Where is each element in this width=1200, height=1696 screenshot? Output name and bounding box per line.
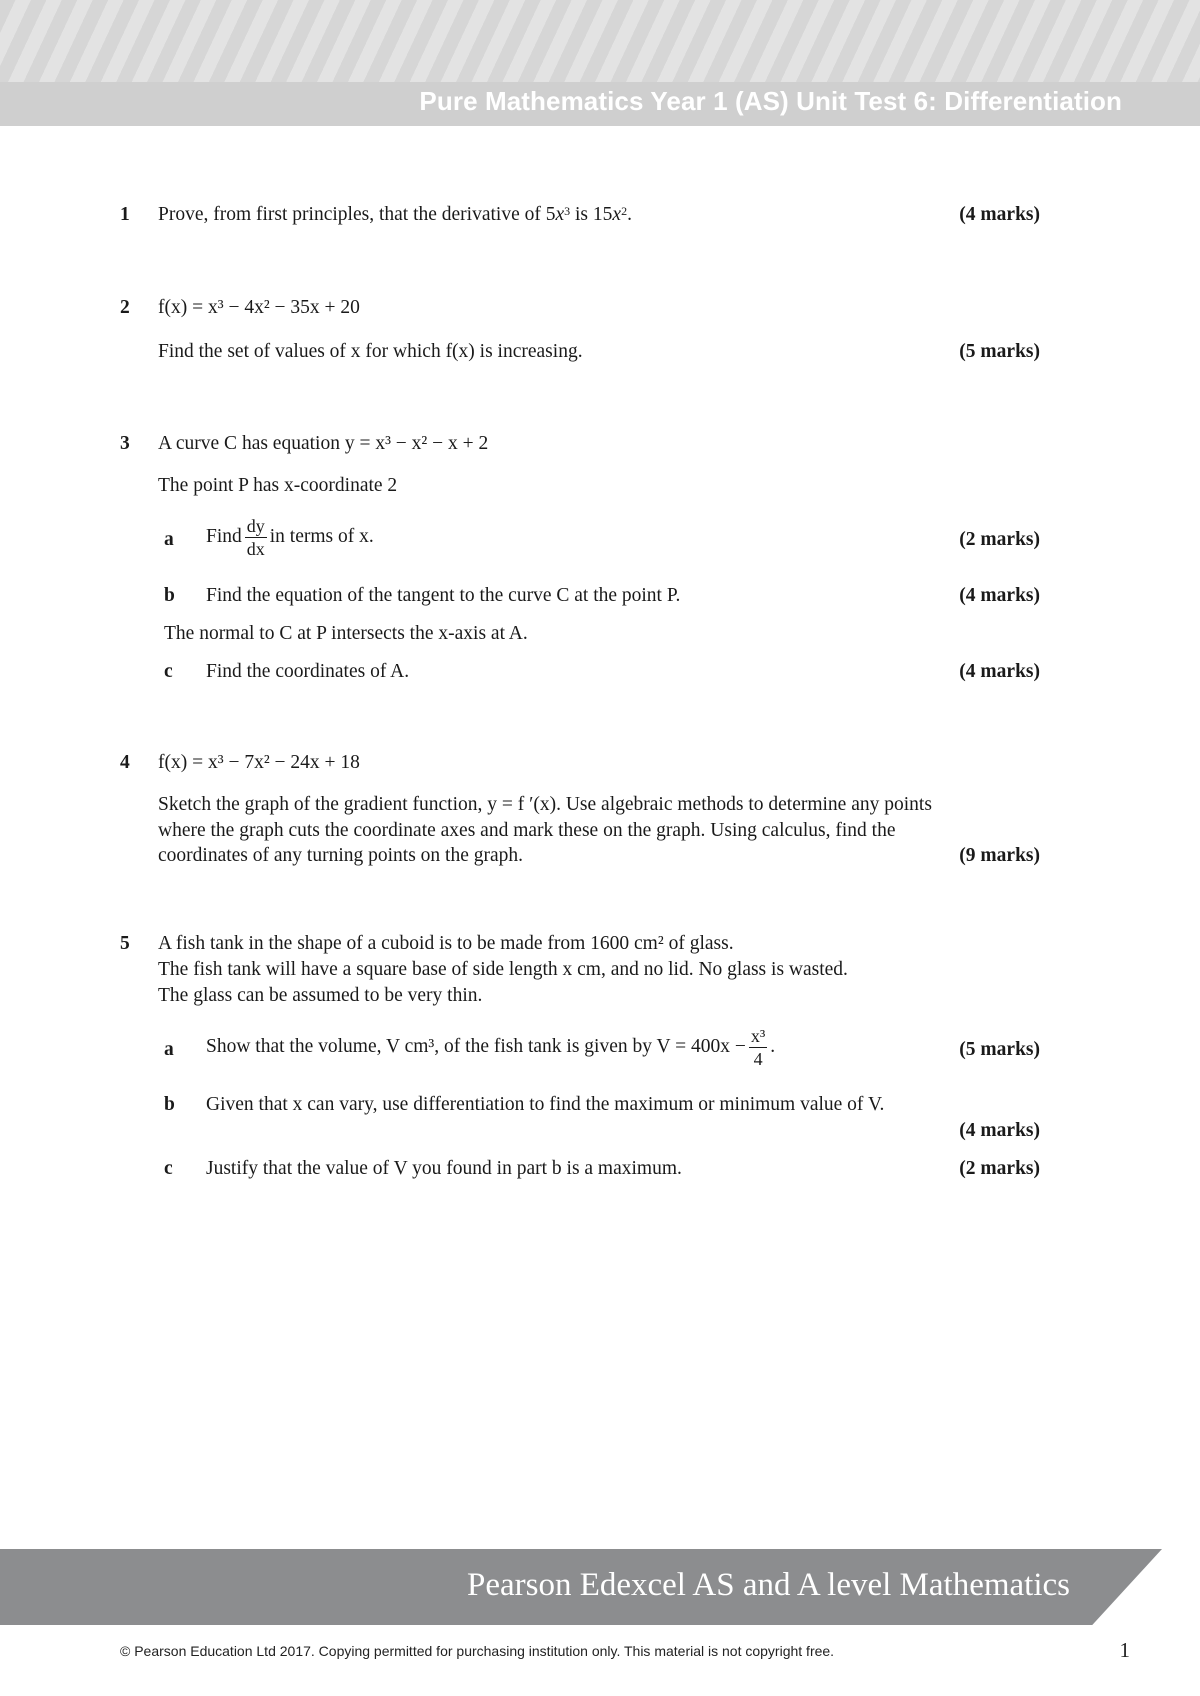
header-title: Pure Mathematics Year 1 (AS) Unit Test 6: Differentiation [419, 86, 1122, 116]
question-text: A fish tank in the shape of a cuboid is to be made from 1600 cm² of glass. [158, 933, 734, 954]
part-letter: c [164, 1158, 173, 1179]
part-letter: b [164, 1094, 175, 1115]
equation: f(x) = x³ − 7x² − 24x + 18 [158, 752, 360, 773]
question-number: 4 [120, 752, 130, 773]
copyright-notice: © Pearson Education Ltd 2017. Copying permitted for purchasing institution only. This material is not copyright free. [120, 1643, 835, 1659]
marks-label: (5 marks) [959, 341, 1040, 362]
part-text: Show that the volume, V cm³, of the fish tank is given by V = 400x − $\frac{\text{x³}}{4}$ . [206, 1026, 776, 1069]
part-text: Given that x can vary, use differentiation to find the maximum or minimum value of V. [206, 1094, 885, 1115]
question-text: The glass can be assumed to be very thin. [158, 985, 483, 1006]
marks-label: (2 marks) [959, 529, 1040, 550]
fraction-x-cubed-over-4: $\frac{\text{x³}}{4}$ [750, 1026, 766, 1069]
question-number: 2 [120, 297, 130, 318]
part-letter: a [164, 1039, 174, 1060]
equation: f(x) = x³ − 4x² − 35x + 20 [158, 297, 360, 318]
question-text: Prove, from first principles, that the derivative of $5x^3$ is $15x^2$. [158, 204, 632, 225]
question-stem: A curve C has equation y = x³ − x² − x + 2 [158, 433, 489, 454]
marks-label: (4 marks) [959, 661, 1040, 682]
question-text: The fish tank will have a square base of side length x cm, and no lid. No glass is wasted. [158, 959, 848, 980]
footer-brand: Pearson Edexcel AS and A level Mathematics [466, 1567, 1070, 1603]
fraction-dy-dx: $\frac{dy}{dx}$ [246, 516, 265, 559]
page-number: 1 [1119, 1638, 1130, 1662]
question-text: where the graph cuts the coordinate axes and mark these on the graph. Using calculus, find the [158, 820, 896, 841]
part-text: Justify that the value of V you found in part b is a maximum. [206, 1158, 682, 1179]
marks-label: (4 marks) [959, 204, 1040, 225]
marks-label: (4 marks) [959, 1120, 1040, 1141]
question-text: coordinates of any turning points on the graph. [158, 845, 524, 866]
question-text: The point P has x-coordinate 2 [158, 475, 398, 496]
question-number: 3 [120, 433, 130, 454]
marks-label: (5 marks) [959, 1039, 1040, 1060]
question-text: The normal to C at P intersects the x-axis at A. [164, 623, 528, 644]
part-letter: b [164, 585, 175, 606]
question-number: 5 [120, 933, 130, 954]
question-text: Find the set of values of x for which f(x) is increasing. [158, 341, 583, 362]
marks-label: (9 marks) [959, 845, 1040, 866]
part-text: Find the equation of the tangent to the curve C at the point P. [206, 585, 681, 606]
part-letter: a [164, 529, 174, 550]
marks-label: (2 marks) [959, 1158, 1040, 1179]
part-text: Find the coordinates of A. [206, 661, 410, 682]
marks-label: (4 marks) [959, 585, 1040, 606]
question-number: 1 [120, 204, 130, 225]
part-text: Find $\frac{dy}{dx}$ in terms of x. [206, 516, 374, 559]
part-letter: c [164, 661, 173, 682]
page-header [0, 0, 1200, 126]
question-text: Sketch the graph of the gradient function, y = f ′(x). Use algebraic methods to determine any points [158, 794, 932, 815]
